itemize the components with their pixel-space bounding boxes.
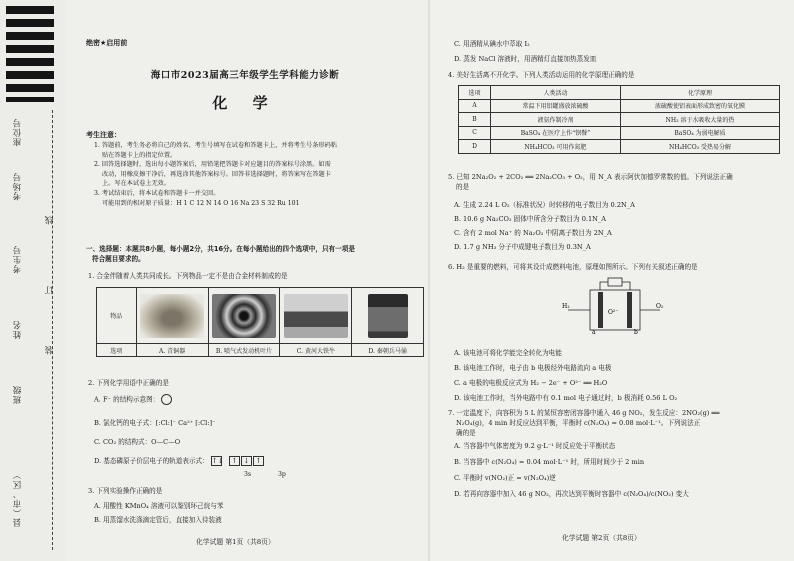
notice-line: 上。写在本试卷上无效。 — [102, 180, 171, 188]
turbine-blade-icon — [212, 294, 276, 338]
q6-option-c: C. a 电极的电极反应式为 H₂ − 2e⁻ + O²⁻ ══ H₂O — [454, 379, 608, 387]
q5-option-c: C. 含有 2 mol Na⁺ 的 Na₂O₂ 中阴离子数目为 2N_A — [454, 229, 612, 237]
q2-option-a — [94, 394, 172, 405]
q1-table — [96, 287, 424, 357]
q3-option-d: D. 蒸发 NaCl 溶液时，用酒精灯直接加热蒸发皿 — [454, 55, 597, 63]
table-cell: A — [459, 99, 491, 113]
notice-line: 贴在答题卡上的指定位置。 — [102, 151, 177, 159]
label-id: 考生号 — [13, 245, 23, 274]
label-oxide-ion: O²⁻ — [608, 309, 619, 316]
notice-line: 改动，用橡皮擦干净后，再选涂其他答案标号。回答非选择题时，将答案写在答题卡 — [102, 170, 331, 178]
q7-option-a: A. 当容器中气体密度为 9.2 g·L⁻¹ 时反应处于平衡状态 — [454, 442, 616, 450]
table-cell: C — [459, 126, 491, 140]
q1-option-c: C. 黄河大铁牛 — [280, 344, 352, 357]
label-county: 县（市、区） — [13, 470, 23, 527]
right-page — [432, 0, 794, 561]
q7-line: 7. 一定温度下，向容积为 5 L 的某恒容密闭容器中通入 46 g NO₂，发生反应：2NO₂(g) ══ — [448, 409, 720, 417]
mark-bind: 订 — [45, 285, 55, 295]
binding-strip — [0, 0, 66, 561]
bronze-vessel-icon — [140, 294, 204, 338]
table-cell: NH₄HCO₃ 可用作氮肥 — [491, 140, 621, 154]
q6-option-a: A. 该电池可将化学能完全转化为电能 — [454, 349, 562, 357]
section-line: 一、选择题：本题共8小题，每小题2分，共16分。在每小题给出的四个选项中，只有一项是 — [86, 245, 355, 253]
q1-image-c — [280, 288, 352, 344]
label-seat: 座位号 — [13, 118, 23, 147]
q2-option-a-text: A. F⁻ 的结构示意图： — [94, 395, 160, 404]
seal-line — [52, 110, 53, 550]
question-5 — [448, 172, 784, 192]
q3-option-a: A. 用酸性 KMnO₄ 溶液可以鉴别环己烷与苯 — [94, 502, 224, 510]
terracotta-warrior-icon — [368, 294, 408, 338]
atomic-mass-line: 可能用到的相对原子质量：H 1 C 12 N 14 O 16 Na 23 S 32 Ru 101 — [102, 199, 300, 207]
page-footer-left: 化学试题 第1页（共8页） — [196, 538, 275, 546]
table-cell: NH₃ 溶于水吸收大量的热 — [621, 113, 780, 127]
q7-option-d: D. 若再向容器中加入 46 g NO₂，再次达到平衡时容器中 c(N₂O₄)/c(NO₂) 变大 — [454, 490, 689, 498]
q7-line: N₂O₄(g)，4 min 时反应达到平衡，平衡时 c(N₂O₄) = 0.08 mol·L⁻¹。下列说法正 — [456, 419, 701, 427]
ion-structure-icon — [161, 394, 172, 405]
q7-option-c: C. 平衡时 v(NO₂)正 = v(N₂O₄)逆 — [454, 474, 556, 482]
question-7 — [448, 408, 788, 438]
electrode-a — [598, 292, 603, 328]
q1-image-d — [352, 288, 424, 344]
table-cell: 浓硫酸使铝表面形成致密的氧化膜 — [621, 99, 780, 113]
q2-option-b: B. 氯化钙的电子式：[:Cl:]⁻ Ca²⁺ [:Cl:]⁻ — [94, 419, 216, 427]
orbital-box: ↑ — [253, 456, 264, 466]
table-row — [459, 140, 780, 154]
q2-option-d-text: D. 基态磷原子价层电子的轨道表示式： — [94, 457, 209, 465]
q5-line: 的是 — [456, 183, 470, 191]
exam-title: 海口市2023届高三年级学生学科能力诊断 — [150, 70, 340, 81]
section-heading — [86, 244, 416, 264]
label-a: a — [592, 329, 596, 336]
table-cell: 液氨作制冷剂 — [491, 113, 621, 127]
q1-image-b — [208, 288, 280, 344]
q1-image-a — [136, 288, 208, 344]
orbital-box: ↑↓ — [211, 457, 224, 465]
notice-heading: 考生注意： — [86, 131, 121, 139]
checker-pattern — [6, 6, 54, 102]
table-cell: D — [459, 140, 491, 154]
electrode-b — [627, 292, 632, 328]
table-row — [459, 99, 780, 113]
q7-option-b: B. 当容器中 c(N₂O₄) = 0.04 mol·L⁻¹ 时，所用时间少于 2 min — [454, 458, 645, 466]
q5-line: 5. 已知 2Na₂O₂ + 2CO₂ ══ 2Na₂CO₃ + O₂，用 N_A 表示阿伏加德罗常数的值。下列说法正确 — [448, 173, 733, 181]
notice-list — [94, 141, 416, 208]
notice-line: 3. 考试结束后，将本试卷和答题卡一并交回。 — [94, 189, 220, 197]
q7-line: 确的是 — [456, 429, 476, 437]
label-room: 考场号 — [13, 172, 23, 201]
label-class: 班级 — [13, 385, 23, 404]
page-footer-right: 化学试题 第2页（共8页） — [562, 534, 641, 542]
table-cell: BaSO₄ 在医疗上作“钡餐” — [491, 126, 621, 140]
table-cell: B — [459, 113, 491, 127]
label-b: b — [634, 329, 638, 336]
q6-option-d: D. 该电池工作时，当外电路中有 0.1 mol 电子通过时，b 极消耗 0.56 L O₂ — [454, 394, 678, 402]
q3-option-b: B. 用蒸馏水洗涤滴定管后，直接加入待装液 — [94, 516, 222, 524]
q6-option-b: B. 该电池工作时，电子由 b 电极经外电路流向 a 电极 — [454, 364, 612, 372]
q4-header-principle: 化学原理 — [621, 86, 780, 100]
q5-option-a: A. 生成 2.24 L O₂（标准状况）时转移的电子数目为 0.2N_A — [454, 201, 635, 209]
section-line: 符合题目要求的。 — [92, 255, 145, 263]
mark-install: 装 — [45, 345, 55, 355]
load-icon — [608, 278, 622, 286]
orbital-box: ↑ — [229, 456, 240, 466]
notice-line: 2. 回答选择题时，选出每小题答案后，用铅笔把答题卡对应题目的答案标号涂黑。如需 — [94, 161, 331, 169]
notice-line: 1. 答题前，考生务必将自己的姓名、考生号填写在试卷和答题卡上，并将考生号条形码粘 — [94, 142, 337, 149]
q4-header-option: 选项 — [459, 86, 491, 100]
q6-options — [454, 348, 677, 403]
q3-option-c: C. 用酒精从碘水中萃取 I₂ — [454, 40, 530, 48]
q7-options — [454, 441, 689, 499]
table-cell: NH₄HCO₃ 受热易分解 — [621, 140, 780, 154]
secret-label: 绝密★启用前 — [86, 39, 128, 47]
label-h2: H₂ — [562, 303, 570, 310]
q5-options — [454, 200, 635, 252]
left-page — [66, 0, 424, 561]
q5-option-d: D. 1.7 g NH₃ 分子中成键电子数目为 0.3N_A — [454, 243, 591, 251]
table-row — [459, 126, 780, 140]
q1-option-a: A. 青铜器 — [136, 344, 208, 357]
table-cell: 常温下用铝罐盛放浓硫酸 — [491, 99, 621, 113]
q2-option-d — [94, 456, 265, 466]
table-row — [459, 113, 780, 127]
q4-header-activity: 人类活动 — [491, 86, 621, 100]
q2-option-c: C. CO₂ 的结构式：O—C—O — [94, 438, 181, 446]
label-name: 姓名 — [13, 320, 23, 339]
orbital-label-3p: 3p — [278, 471, 286, 478]
question-2: 2. 下列化学用语中正确的是 — [88, 379, 169, 387]
question-4: 4. 美好生活离不开化学。下列人类活动运用的化学原理正确的是 — [448, 71, 635, 79]
q4-table — [458, 85, 780, 154]
label-o2: O₂ — [656, 303, 664, 310]
q1-option-header: 选项 — [97, 344, 137, 357]
orbital-box: ↓ — [241, 456, 252, 466]
subject-title: 化 学 — [212, 94, 278, 112]
question-3: 3. 下列实验操作正确的是 — [88, 487, 163, 495]
fuel-cell-diagram — [560, 276, 670, 338]
q1-option-d: D. 秦朝兵马俑 — [352, 344, 424, 357]
orbital-label-3s: 3s — [244, 471, 252, 478]
q1-item-header: 物品 — [97, 288, 137, 344]
q5-option-b: B. 10.6 g Na₂CO₃ 固体中所含分子数目为 0.1N_A — [454, 215, 607, 223]
table-cell: BaSO₄ 为弱电解质 — [621, 126, 780, 140]
q1-option-b: B. 喷气式发动机叶片 — [208, 344, 280, 357]
question-1: 1. 合金伴随着人类共同成长。下列物品一定不是由合金材料制成的是 — [88, 272, 288, 280]
iron-ox-icon — [284, 294, 348, 338]
mark-line: 线 — [45, 215, 55, 225]
question-6: 6. H₂ 是重要的燃料，可将其设计成燃料电池，原理如图所示。下列有关叙述正确的是 — [448, 263, 698, 271]
